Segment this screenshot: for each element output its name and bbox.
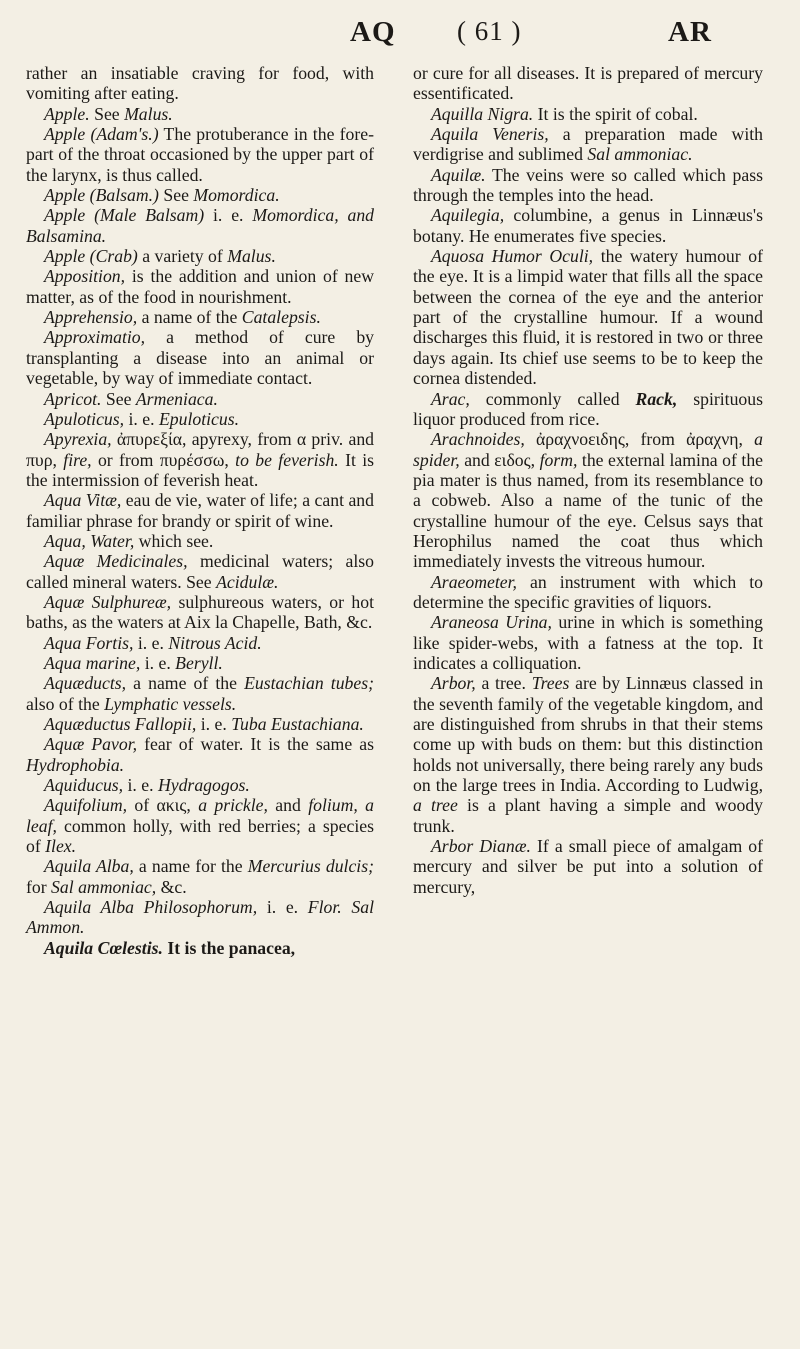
dictionary-entry: rather an insatiable craving for food, with vomiting after eating. [26, 63, 374, 104]
page-number: ( 61 ) [457, 16, 522, 46]
right-column [413, 63, 763, 897]
dictionary-entry: Aquæ Pavor, fear of water. It is the same as Hydrophobia. [26, 734, 374, 775]
dictionary-entry: Aquifolium, of ακις, a prickle, and folium, a leaf, common holly, with red berries; a species of Ilex. [26, 795, 375, 857]
dictionary-entry: Apprehensio, a name of the Catalepsis. [44, 307, 321, 328]
left-column [26, 63, 374, 958]
dictionary-entry: Aquæductus Fallopii, i. e. Tuba Eustachiana. [44, 714, 364, 734]
dictionary-entry: Aquiducus, i. e. Hydragogos. [44, 775, 250, 796]
dictionary-entry: Aquilla Nigra. It is the spirit of cobal. [431, 103, 698, 124]
dictionary-entry: or cure for all diseases. It is prepared of mercury essentificated. [413, 63, 763, 104]
dictionary-entry: Aqua, Water, which see. [44, 530, 214, 551]
dictionary-entry: Apple (Crab) a variety of Malus. [44, 246, 276, 267]
dictionary-entry: Apyrexia, ἀπυρεξία, apyrexy, from α priv. and πυρ, fire, or from πυρέσσω, to be feverish. It is the intermission of feverish heat. [26, 429, 375, 490]
dictionary-entry: Apple. See Malus. [44, 103, 173, 124]
dictionary-entry: Aquila Cœlestis. It is the panacea, [44, 937, 296, 958]
dictionary-entry: Arachnoides, ἀραχνοειδης, from ἀραχνη, a spider, and ειδος, form, the external lamina of the pia mater is thus named, from its resemblance to a cobweb. Also a name of the tunic of the crystalline humour of the eye. Celsus says that Herophilus named the coat thus which immediately invests the vitreous humour. [413, 429, 764, 572]
dictionary-entry: Apricot. See Armeniaca. [44, 388, 218, 409]
dictionary-entry: Aqua Vitæ, eau de vie, water of life; a cant and familiar phrase for brandy or spirit of wine. [26, 490, 374, 531]
dictionary-entry: Aquæ Sulphureæ, sulphureous waters, or hot baths, as the waters at Aix la Chapelle, Bath, &c. [26, 591, 374, 633]
dictionary-entry: Araeometer, an instrument with which to determine the specific gravities of liquors. [413, 571, 764, 612]
dictionary-entry: Aquila Veneris, a preparation made with verdigrise and sublimed Sal ammoniac. [413, 124, 764, 165]
dictionary-entry: Apposition, is the addition and union of new matter, as of the food in nourishment. [26, 266, 375, 307]
dictionary-entry: Aquæ Medicinales, medicinal waters; also called mineral waters. See Acidulæ. [26, 551, 375, 592]
dictionary-entry: Apple (Balsam.) See Momordica. [44, 185, 280, 206]
dictionary-entry: Arac, commonly called Rack, spirituous liquor produced from rice. [413, 388, 763, 429]
dictionary-entry: Arbor, a tree. Trees are by Linnæus classed in the seventh family of the vegetable kingdom, and are distinguished from shrubs in that their stems come up with buds on them: but this distinction holds not universally, there being rarely any buds on the large trees in India. According to Ludwig, a tree is a plant having a simple and woody trunk. [413, 673, 764, 836]
dictionary-entry: Aquilæ. The veins were so called which pass through the temples into the head. [413, 164, 763, 206]
dictionary-entry: Apuloticus, i. e. Epuloticus. [44, 408, 240, 429]
dictionary-entry: Approximatio, a method of cure by transplanting a disease into an animal or vegetable, by way of immediate contact. [26, 327, 375, 389]
running-header [0, 4, 800, 56]
dictionary-entry: Arbor Dianæ. If a small piece of amalgam of mercury and silver be put into a solution of mercury, [413, 836, 764, 897]
dictionary-entry: Aqua marine, i. e. Beryll. [44, 652, 223, 673]
dictionary-entry: Aquila Alba Philosophorum, i. e. Flor. Sal Ammon. [26, 897, 374, 938]
header-right-guide-word: AR [668, 16, 712, 48]
dictionary-entry: Aquilegia, columbine, a genus in Linnæus's botany. He enumerates five species. [413, 205, 763, 246]
dictionary-entry: Araneosa Urina, urine in which is something like spider-webs, with a fatness at the top. It indicates a colliquation. [413, 612, 764, 673]
dictionary-entry: Aquæducts, a name of the Eustachian tubes; also of the Lymphatic vessels. [26, 673, 375, 714]
header-left-guide-word: AQ [350, 16, 396, 48]
dictionary-entry: Apple (Adam's.) The protuberance in the fore-part of the throat occasioned by the upper part of the larynx, is thus called. [26, 124, 375, 185]
dictionary-entry: Apple (Male Balsam) i. e. Momordica, and Balsamina. [26, 205, 375, 246]
dictionary-entry: Aquosa Humor Oculi, the watery humour of the eye. It is a limpid water that fills all the space between the cornea of the eye and the anterior part of the crystalline humour. If a wound discharges this fluid, it is restored in two or three days again. Its chief use seems to be to keep the cornea distended. [413, 246, 764, 389]
dictionary-entry: Aqua Fortis, i. e. Nitrous Acid. [44, 632, 262, 653]
dictionary-entry: Aquila Alba, a name for the Mercurius dulcis; for Sal ammoniac, &c. [26, 856, 374, 897]
